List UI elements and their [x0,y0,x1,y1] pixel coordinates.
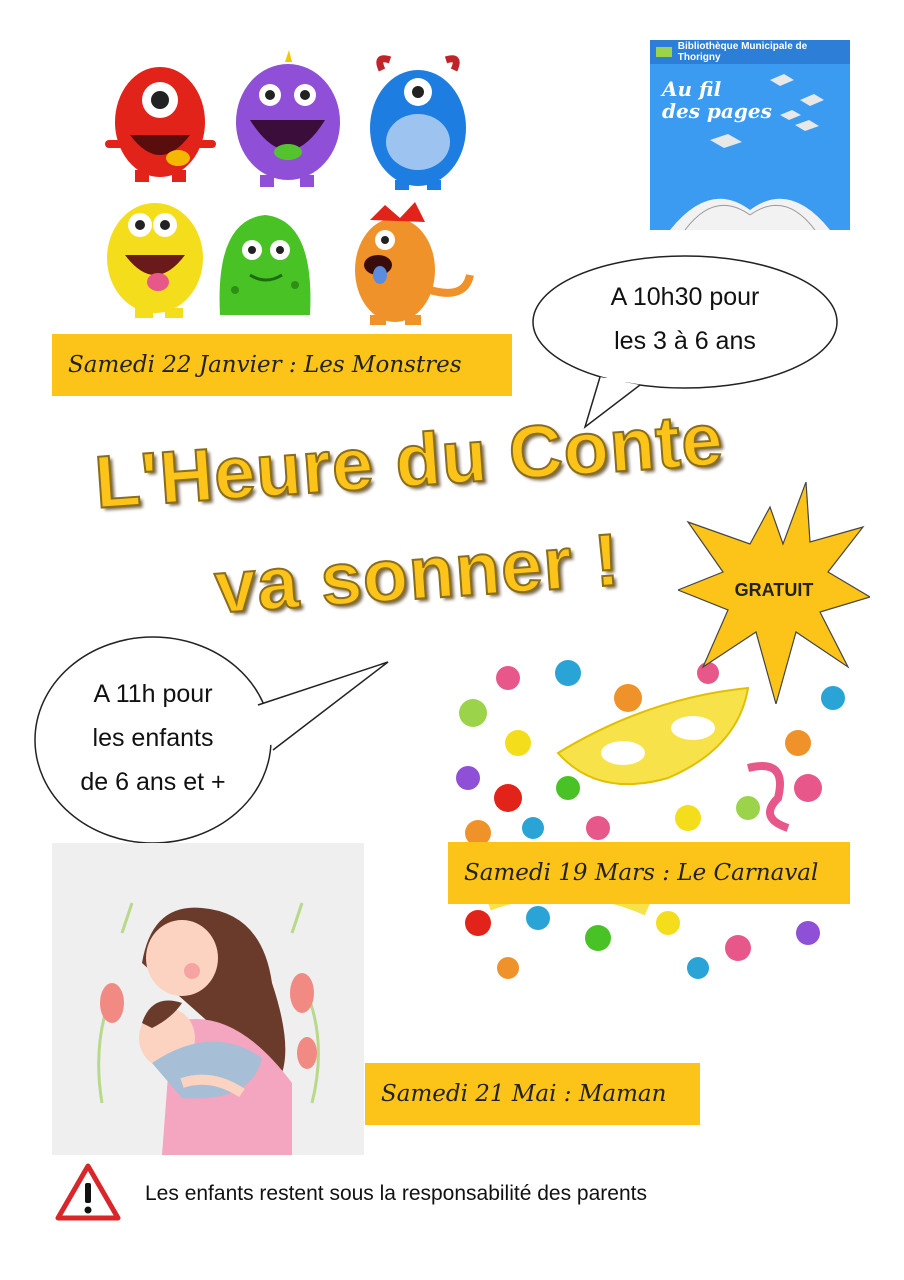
logo-header-text: Bibliothèque Municipale de Thorigny [677,41,808,63]
purple-monster [236,50,340,187]
open-book-icon [650,40,850,230]
event-label-carnaval: Samedi 19 Mars : Le Carnaval [464,860,819,886]
bubble-late-text [33,672,273,804]
green-monster [220,215,311,315]
title-line1: L'Heure du Conte [92,397,727,524]
bubble-late-line2: les enfants [92,724,214,752]
event-label-monsters: Samedi 22 Janvier : Les Monstres [68,352,462,378]
bubble-morning-text [525,275,845,363]
yellow-monster [107,203,203,318]
title-line2: va sonner ! [212,517,623,629]
event-banner-carnaval [448,842,850,904]
event-banner-monsters [52,334,512,396]
warning-triangle-icon [55,1163,121,1221]
bubble-morning-line1: A 10h30 pour [610,283,760,311]
logo-script-line2: des pages [662,99,772,123]
monsters-illustration [100,50,480,335]
orange-monster [355,202,470,325]
event-label-maman: Samedi 21 Mai : Maman [381,1081,667,1107]
red-monster [105,67,216,182]
mother-picture [52,843,364,1155]
carnival-picture [448,658,850,983]
library-logo [650,40,850,230]
bubble-morning-line2: les 3 à 6 ans [614,327,756,355]
blue-monster [370,59,466,190]
bubble-late-line1: A 11h pour [93,680,213,708]
logo-script-line1: Au fil [662,77,722,101]
event-banner-maman [365,1063,700,1125]
warning-text: Les enfants restent sous la responsabilité des parents [145,1182,647,1205]
bubble-late-line3: de 6 ans et + [80,768,226,796]
free-label: GRATUIT [734,580,814,600]
